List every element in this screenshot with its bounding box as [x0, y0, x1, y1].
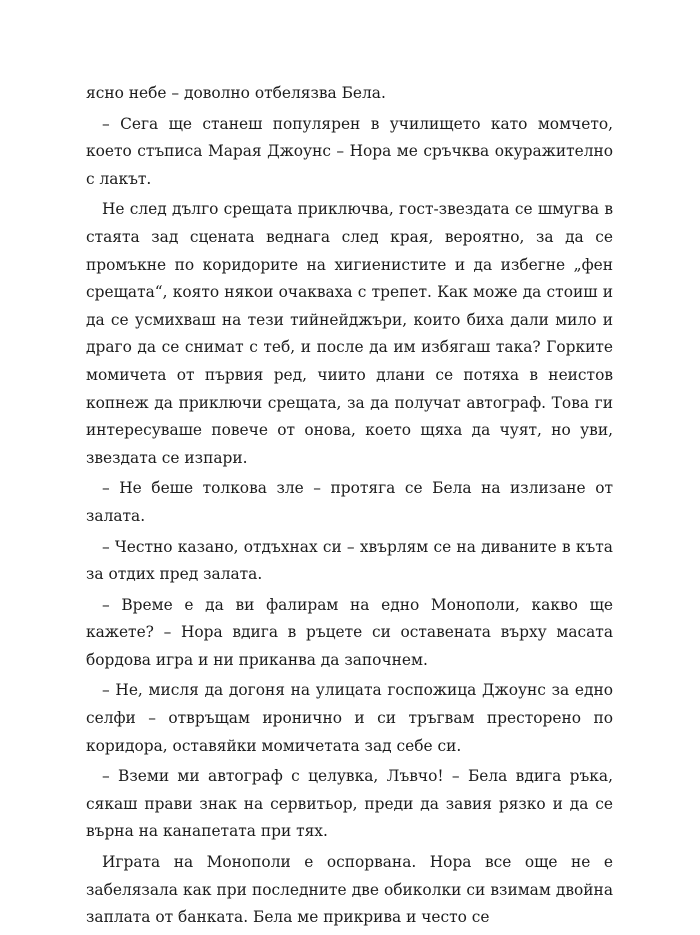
- paragraph: – Честно казано, отдъхнах си – хвърлям се на диваните в кътa за отдих пред залата.: [86, 537, 613, 584]
- book-page-text: [86, 80, 613, 935]
- paragraph: – Не беше толкова зле – протяга се Бела на излизане от залата.: [86, 479, 613, 525]
- paragraph: ясно небе – доволно отбелязва Бела.: [86, 84, 386, 102]
- paragraph: – Вземи ми автограф с целувка, Лъвчо! – Бела вдига ръка, сякаш прави знак на сервитьор, преди да завия рязко и да се върна на канапетата при тях.: [86, 767, 613, 841]
- paragraph: – Не, мисля да догоня на улицата госпожица Джоунс за едно селфи – отвръщам иронично и си тръгвам престорено по коридора, оставяйки момичетата зад себе си.: [86, 681, 613, 755]
- paragraph: Играта на Монополи е оспорвана. Нора все още не е забелязала как при последните две обиколки си взимам двойна заплата от банката. Бела ме прикрива и често се: [86, 853, 613, 927]
- paragraph: – Време е да ви фалирам на едно Монополи, какво ще кажете? – Нора вдига в ръцете си оставената върху масата бордова игра и ни приканва да започнем.: [86, 595, 613, 669]
- paragraph: Не след дълго срещата приключва, гост-звездата се шмугва в стаята зад сцената веднага след края, вероятно, за да се промъкне по коридорите на хигиенистите и да избегне „фен срещата“, която някои очакваха с трепет. Как може да стоиш и да се усмихваш на тези тийнейджъри, които биха дали мило и драго да се снимат с теб, и после да им избягаш така? Горките момичета от първия ред, чиито длани се потяха в неистов копнеж да приключи срещата, за да получат автограф. Това ги интересуваше повече от онова, което щяха да чуят, но уви, звездата се изпари.: [86, 200, 613, 467]
- paragraph: – Сега ще станеш популярен в училището като момчето, което стъписа Марая Джоунс – Нора ме сръчква окуражително с лакът.: [86, 114, 613, 188]
